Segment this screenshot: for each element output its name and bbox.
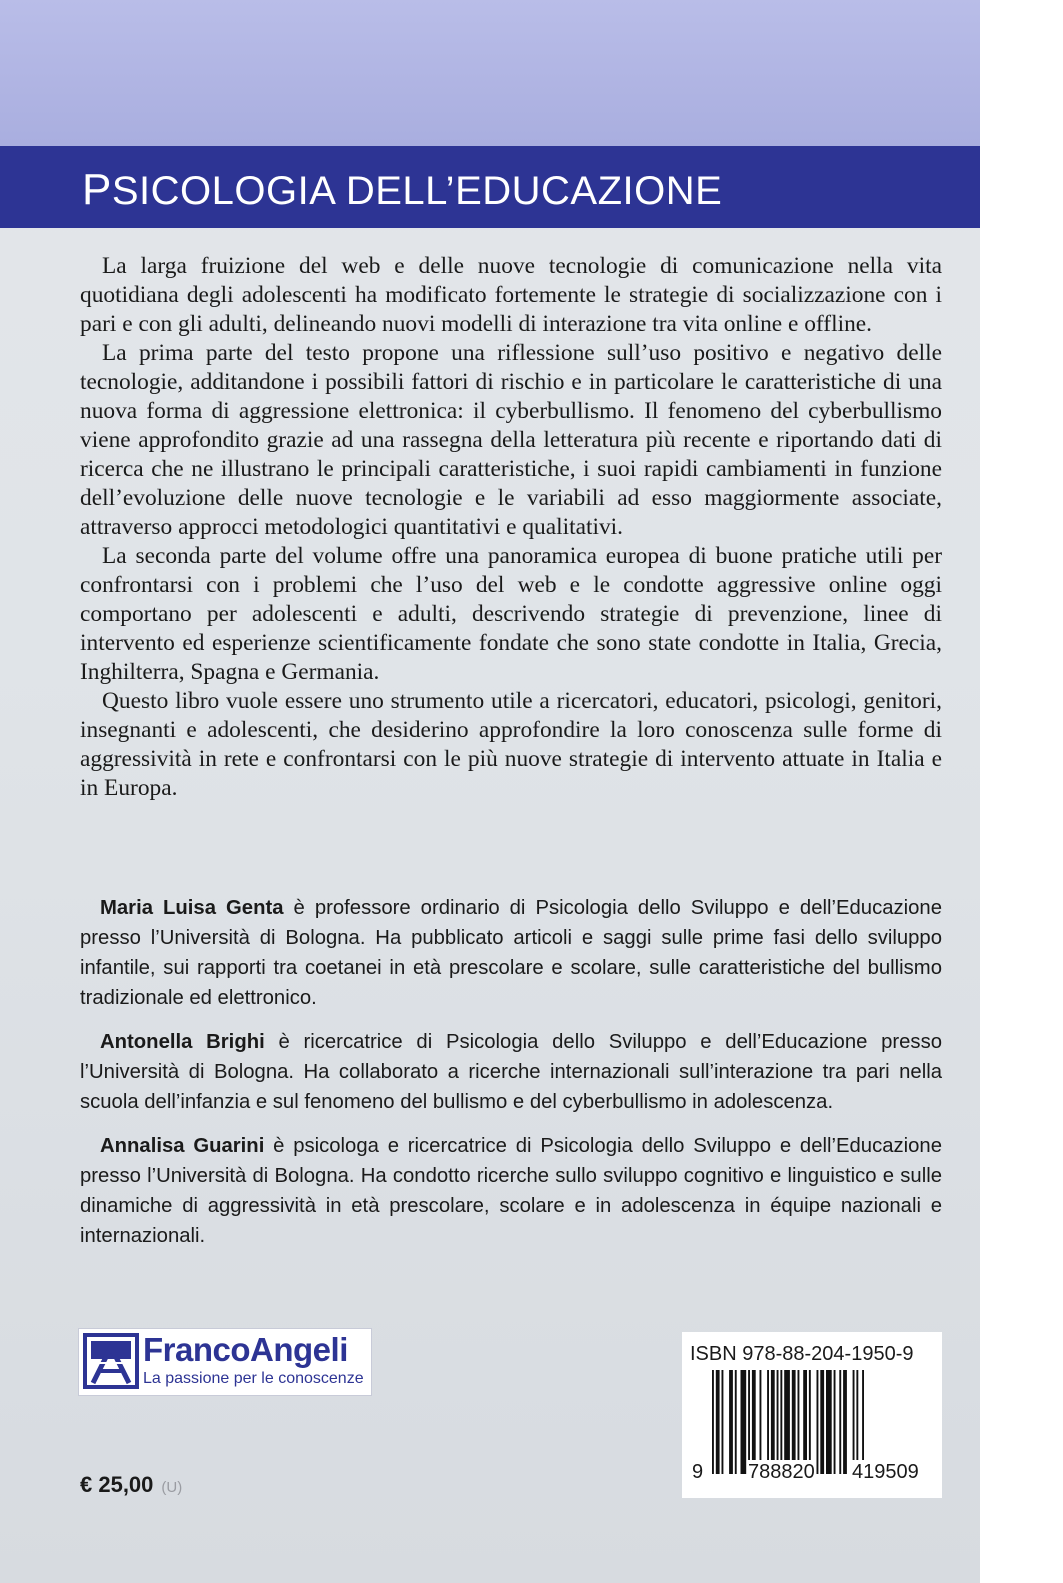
publisher-tagline: La passione per le conoscenze: [143, 1370, 364, 1387]
series-title: PSICOLOGIA DELL’EDUCAZIONE: [82, 165, 723, 214]
isbn-block: [682, 1332, 942, 1498]
price: [80, 1470, 182, 1503]
book-description: [80, 252, 942, 803]
author-bio: [80, 1131, 942, 1251]
author-bio-text: è professore ordinario di Psicologia dello Sviluppo e dell’Educazione presso l’Università di Bologna. Ha pubblicato articoli e saggi sulle prime fasi dello sviluppo infantile, sui rapporti tra coetanei in età prescolare e scolare, sulle caratteristiche del bullismo tradizionale ed elettronico.: [80, 897, 942, 1009]
barcode: [712, 1370, 932, 1474]
author-name: Annalisa Guarini: [100, 1135, 265, 1157]
price-amount: € 25,00: [80, 1472, 154, 1497]
author-bio-text: è psicologa e ricercatrice di Psicologia dello Sviluppo e dell’Educazione presso l’Università di Bologna. Ha condotto ricerche sullo sviluppo cognitivo e linguistico e sulle dinamiche di aggressività in età prescolare, scolare e in adolescenza in équipe nazionali e internazionali.: [80, 1135, 942, 1247]
barcode-digits-left: 788820: [748, 1461, 815, 1483]
publisher-name: FrancoAngeli: [143, 1331, 348, 1368]
price-code: (U): [161, 1479, 183, 1496]
author-bio: [80, 1027, 942, 1117]
author-bios: [80, 893, 942, 1265]
description-paragraph: Questo libro vuole essere uno strumento utile a ricercatori, educatori, psicologi, genitori, insegnanti e adolescenti, che desiderino approfondire la loro conoscenza sulle forme di aggressività in rete e confrontarsi con le più nuove strategie di intervento attuate in Italia e in Europa.: [80, 688, 942, 801]
publisher-logo-icon: [83, 1333, 139, 1389]
description-paragraph: La larga fruizione del web e delle nuove tecnologie di comunicazione nella vita quotidiana degli adolescenti ha modificato fortemente le strategie di socializzazione con i pari e con gli adulti, delineando nuovi modelli di interazione tra vita online e offline.: [80, 253, 942, 337]
barcode-digit-first: 9: [692, 1461, 704, 1483]
top-color-band: [0, 0, 980, 146]
author-bio-text: è ricercatrice di Psicologia dello Sviluppo e dell’Educazione presso l’Università di Bologna. Ha collaborato a ricerche internazionali sull’interazione tra pari nella scuola dell’infanzia e sul fenomeno del bullismo e del cyberbullismo in adolescenza.: [80, 1031, 942, 1113]
description-paragraph: La prima parte del testo propone una riflessione sull’uso positivo e negativo delle tecnologie, additandone i possibili fattori di rischio e in particolare le caratteristiche di una nuova forma di aggressione elettronica: il cyberbullismo. Il fenomeno del cyberbullismo viene approfondito grazie ad una rassegna della letteratura più recente e riportando dati di ricerca che ne illustrano le principali caratteristiche, i suoi rapidi cambiamenti in funzione dell’evoluzione delle nuove tecnologie e le variabili ad esso maggiormente associate, attraverso approcci metodologici quantitativi e qualitativi.: [80, 340, 942, 540]
author-name: Antonella Brighi: [100, 1031, 265, 1053]
description-paragraph: La seconda parte del volume offre una panoramica europea di buone pratiche utili per confrontarsi con i problemi che l’uso del web e le condotte aggressive online oggi comportano per adolescenti e adulti, descrivendo strategie di prevenzione, linee di intervento ed esperienze scientificamente fondate che sono state condotte in Italia, Grecia, Inghilterra, Spagna e Germania.: [80, 543, 942, 685]
author-bio: [80, 893, 942, 1013]
barcode-digits-right: 419509: [852, 1461, 919, 1483]
isbn-label: ISBN 978-88-204-1950-9: [690, 1343, 914, 1365]
author-name: Maria Luisa Genta: [100, 897, 284, 919]
publisher-logo: [78, 1328, 372, 1396]
